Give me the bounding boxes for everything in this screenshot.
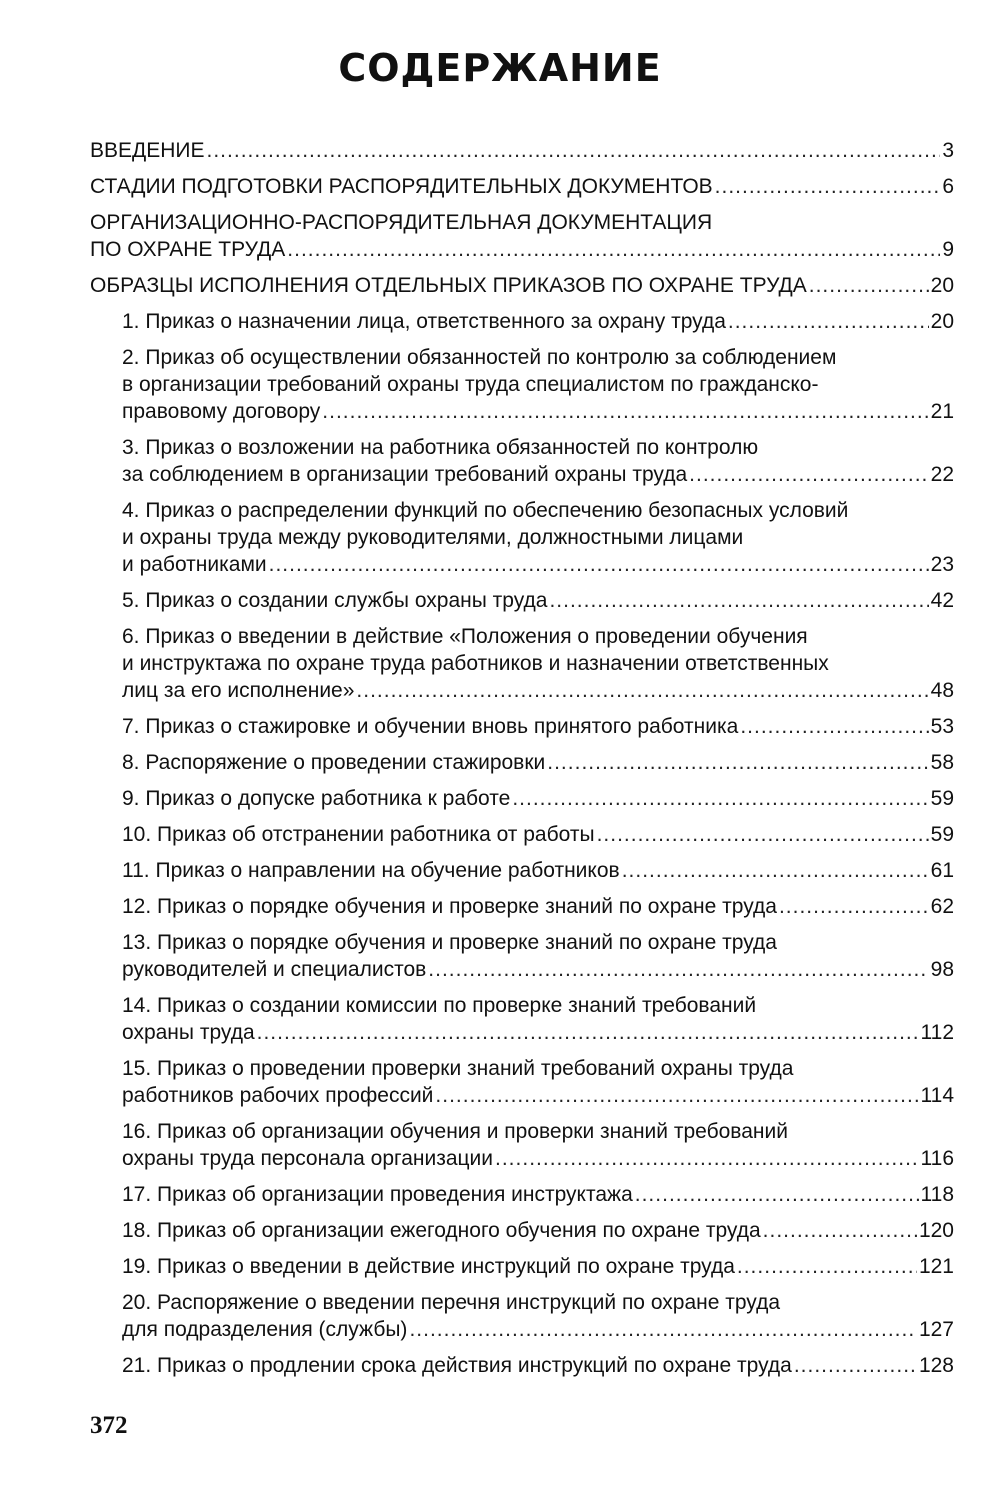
toc-entry	[90, 173, 954, 200]
dot-leader	[715, 173, 941, 200]
toc-entry-line: 6. Приказ о введении в действие «Положения о проведении обучения	[122, 625, 808, 648]
toc-entry-last-line	[90, 272, 954, 299]
toc-entry-text: правовому договору	[122, 400, 321, 423]
toc-entry-last-line	[122, 677, 954, 704]
toc-entry-last-line	[122, 1181, 954, 1208]
toc-entry-last-line	[122, 1019, 954, 1046]
dot-leader	[809, 272, 929, 299]
toc-entry-text: 10. Приказ об отстранении работника от работы	[122, 823, 595, 846]
toc-entry	[90, 587, 954, 614]
toc-entry-page: 62	[930, 895, 954, 918]
toc-entry-page: 112	[920, 1021, 954, 1044]
toc-entry	[90, 893, 954, 920]
dot-leader	[779, 893, 929, 920]
toc-entry	[90, 623, 954, 704]
toc-entry-page: 9	[942, 238, 954, 261]
toc-entry-line: и охраны труда между руководителями, должностными лицами	[122, 526, 744, 549]
page-number: 372	[90, 1412, 128, 1439]
toc-entry-text: охраны труда	[122, 1021, 255, 1044]
toc-entry	[90, 785, 954, 812]
toc-entry-text: ВВЕДЕНИЕ	[90, 139, 205, 162]
dot-leader	[356, 677, 928, 704]
toc-entry	[90, 434, 954, 488]
toc-entry-page: 59	[930, 823, 954, 846]
toc-entry	[90, 1118, 954, 1172]
toc-entry-last-line	[122, 308, 954, 335]
toc-entry	[90, 857, 954, 884]
toc-entry	[90, 344, 954, 425]
toc-entry-line: 14. Приказ о создании комиссии по проверке знаний требований	[122, 994, 757, 1017]
toc-entry-text: 9. Приказ о допуске работника к работе	[122, 787, 511, 810]
toc-entry-last-line	[122, 749, 954, 776]
toc-entry-text: ОБРАЗЦЫ ИСПОЛНЕНИЯ ОТДЕЛЬНЫХ ПРИКАЗОВ ПО ОХРАНЕ ТРУДА	[90, 274, 807, 297]
toc-entry	[90, 1253, 954, 1280]
toc-entry-last-line	[122, 713, 954, 740]
toc-entry	[90, 1217, 954, 1244]
toc-entry-text: 8. Распоряжение о проведении стажировки	[122, 751, 546, 774]
toc-entry-text: 17. Приказ об организации проведения инструктажа	[122, 1183, 633, 1206]
toc-entry-text: лиц за его исполнение»	[122, 679, 355, 702]
dot-leader	[635, 1181, 919, 1208]
toc-entry-text: 18. Приказ об организации ежегодного обучения по охране труда	[122, 1219, 761, 1242]
toc-entry	[90, 713, 954, 740]
toc-entry-text: 7. Приказ о стажировке и обучении вновь принятого работника	[122, 715, 739, 738]
dot-leader	[435, 1082, 918, 1109]
toc-entry	[90, 929, 954, 983]
toc-entry-last-line	[122, 893, 954, 920]
toc-entry-text: для подразделения (службы)	[122, 1318, 408, 1341]
toc-entry	[90, 308, 954, 335]
toc-entry-last-line	[90, 137, 954, 164]
toc-entry-text: охраны труда персонала организации	[122, 1147, 494, 1170]
toc-entry-page: 23	[930, 553, 954, 576]
toc-entry	[90, 992, 954, 1046]
toc-entry	[90, 1352, 954, 1379]
toc-entry-line: 15. Приказ о проведении проверки знаний требований охраны труда	[122, 1057, 794, 1080]
toc-entry-line: ОРГАНИЗАЦИОННО-РАСПОРЯДИТЕЛЬНАЯ ДОКУМЕНТАЦИЯ	[90, 211, 713, 234]
dot-leader	[763, 1217, 917, 1244]
toc-entry	[90, 749, 954, 776]
toc-entry-page: 58	[930, 751, 954, 774]
toc-entry-last-line	[122, 1145, 954, 1172]
toc-entry-text: 5. Приказ о создании службы охраны труда	[122, 589, 548, 612]
toc-entry-line: 16. Приказ об организации обучения и проверки знаний требований	[122, 1120, 788, 1143]
toc-entry	[90, 272, 954, 299]
toc-entry-line: 13. Приказ о порядке обучения и проверке знаний по охране труда	[122, 931, 777, 954]
dot-leader	[322, 398, 928, 425]
toc-entry-page: 3	[942, 139, 954, 162]
toc-entry-line: 4. Приказ о распределении функций по обеспечению безопасных условий	[122, 499, 849, 522]
toc-entry-text: и работниками	[122, 553, 267, 576]
page-title: СОДЕРЖАНИЕ	[338, 46, 662, 90]
toc-entry-line: и инструктажа по охране труда работников и назначении ответственных	[122, 652, 829, 675]
table-of-contents	[90, 137, 954, 1388]
toc-entry-page: 42	[930, 589, 954, 612]
toc-entry	[90, 209, 954, 263]
dot-leader	[409, 1316, 917, 1343]
dot-leader	[794, 1352, 917, 1379]
toc-entry-page: 6	[942, 175, 954, 198]
toc-entry-line: 2. Приказ об осуществлении обязанностей по контролю за соблюдением	[122, 346, 837, 369]
dot-leader	[597, 821, 929, 848]
toc-entry-text: за соблюдением в организации требований охраны труда	[122, 463, 688, 486]
toc-entry	[90, 497, 954, 578]
toc-entry-page: 121	[918, 1255, 954, 1278]
toc-entry-page: 21	[930, 400, 954, 423]
toc-entry-text: 12. Приказ о порядке обучения и проверке знаний по охране труда	[122, 895, 777, 918]
toc-entry-page: 114	[920, 1084, 954, 1107]
toc-entry-last-line	[122, 461, 954, 488]
toc-entry-last-line	[122, 1352, 954, 1379]
toc-entry-page: 53	[930, 715, 954, 738]
dot-leader	[622, 857, 929, 884]
toc-entry	[90, 1289, 954, 1343]
toc-entry-last-line	[90, 173, 954, 200]
toc-entry-text: 21. Приказ о продлении срока действия инструкций по охране труда	[122, 1354, 792, 1377]
dot-leader	[728, 308, 929, 335]
toc-entry	[90, 1055, 954, 1109]
toc-entry-last-line	[122, 551, 954, 578]
dot-leader	[257, 1019, 919, 1046]
dot-leader	[428, 956, 928, 983]
toc-entry	[90, 137, 954, 164]
toc-entry-page: 98	[930, 958, 954, 981]
toc-entry-last-line	[122, 1082, 954, 1109]
dot-leader	[495, 1145, 919, 1172]
toc-entry-page: 118	[920, 1183, 954, 1206]
toc-entry-last-line	[122, 1253, 954, 1280]
toc-entry-last-line	[122, 587, 954, 614]
toc-entry-text: ПО ОХРАНЕ ТРУДА	[90, 238, 286, 261]
dot-leader	[549, 587, 928, 614]
toc-entry	[90, 1181, 954, 1208]
dot-leader	[287, 236, 940, 263]
toc-entry-page: 20	[930, 274, 954, 297]
toc-entry-text: руководителей и специалистов	[122, 958, 427, 981]
toc-entry-line: в организации требований охраны труда специалистом по гражданско-	[122, 373, 819, 396]
dot-leader	[737, 1253, 917, 1280]
toc-entry-last-line	[122, 1217, 954, 1244]
dot-leader	[512, 785, 928, 812]
toc-entry-line: 3. Приказ о возложении на работника обязанностей по контролю	[122, 436, 759, 459]
toc-entry-text: 19. Приказ о введении в действие инструкций по охране труда	[122, 1255, 735, 1278]
dot-leader	[269, 551, 929, 578]
toc-entry-last-line	[122, 1316, 954, 1343]
toc-entry-page: 59	[930, 787, 954, 810]
dot-leader	[547, 749, 928, 776]
toc-entry-last-line	[122, 785, 954, 812]
toc-entry-last-line	[122, 857, 954, 884]
toc-entry-last-line	[90, 236, 954, 263]
toc-entry-page: 48	[930, 679, 954, 702]
toc-entry-last-line	[122, 398, 954, 425]
toc-entry-line: 20. Распоряжение о введении перечня инструкций по охране труда	[122, 1291, 781, 1314]
toc-entry-page: 127	[918, 1318, 954, 1341]
dot-leader	[740, 713, 928, 740]
dot-leader	[207, 137, 941, 164]
toc-entry-last-line	[122, 956, 954, 983]
toc-entry-text: 1. Приказ о назначении лица, ответственного за охрану труда	[122, 310, 726, 333]
toc-entry-page: 120	[918, 1219, 954, 1242]
toc-entry-last-line	[122, 821, 954, 848]
dot-leader	[689, 461, 928, 488]
toc-entry-page: 20	[930, 310, 954, 333]
toc-entry-text: 11. Приказ о направлении на обучение работников	[122, 859, 620, 882]
toc-entry-page: 128	[918, 1354, 954, 1377]
toc-entry-page: 61	[930, 859, 954, 882]
toc-entry-page: 116	[920, 1147, 954, 1170]
toc-entry-page: 22	[930, 463, 954, 486]
toc-entry-text: СТАДИИ ПОДГОТОВКИ РАСПОРЯДИТЕЛЬНЫХ ДОКУМЕНТОВ	[90, 175, 713, 198]
toc-entry-text: работников рабочих профессий	[122, 1084, 434, 1107]
toc-entry	[90, 821, 954, 848]
